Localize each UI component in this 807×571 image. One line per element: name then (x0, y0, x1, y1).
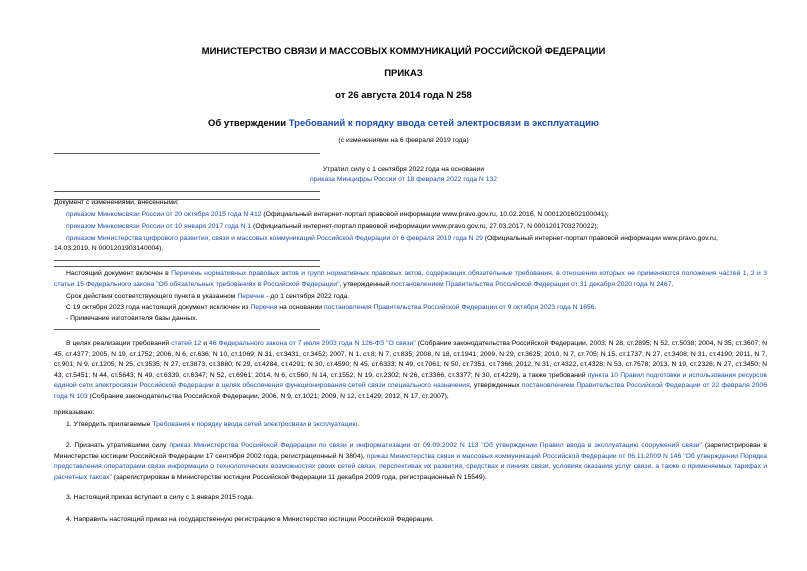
divider (54, 266, 320, 267)
government-decree-link[interactable]: постановлением Правительства Российской Федерации от 31 декабря 2020 года N 2467 (391, 280, 672, 288)
preamble-paragraph: В целях реализации требований статей 12 и 46 Федерального закона от 7 июля 2003 года N 126-ФЗ "О связи" (Собрание законодательства Российской Федерации, 2003, N 28, ст.2895; N 52, ст.5038; 2004, N 35, ст.3607; N 45, ст.4377; 2005, N 19, ст.1752; 2006, N 6, ст.636; N 10, ст.1069; N 31, ст.3431, ст.3452; 2007, N 1, ст.8; N 7, ст.835; 2008, N 18, ст.1941; 2009, N 29, ст.3625; 2010, N 7, ст.705; N 15, ст.1737; N 27, ст.3408; N 31, ст.4190; 2011, N 7, ст.901; N 9, ст.1205; N 25, ст.3535; N 27, ст.3873, ст.3880; N 29, ст.4284, ст.4291; N 30, ст.4590; N 45, ст.6333; N 49, ст.7061; N 50, ст.7351, ст.7366; 2012, N 31, ст.4322, ст.4328; N 53, ст.7578; 2013, N 19, ст.2326; N 27, ст.3450; N 43, ст.5451; N 44, ст.5643; N 49, ст.6339, ст.6347; N 52, ст.6961; 2014, N 6, ст.560; N 14, ст.1552; N 19, ст.2302; N 26, ст.3366, ст.3377; N 30, ст.4229), а также требований пункта 10 Правил подготовки и использования ресурсов единой сети электросвязи Российской Федерации в целях обеспечения функционирования сетей связи специального назначения, утвержденных постановлением Правительства Российской Федерации от 22 февраля 2006 года N 103 (Собрание законодательства Российской Федерации, 2006, N 9, ст.1021; 2009, N 12, ст.1429; 2012, N 17, ст.2007), (54, 340, 768, 400)
doc-type: ПРИКАЗ (384, 68, 423, 79)
void-notice-link[interactable]: приказа Минцифры России от 18 февраля 2022 года N 132 (309, 176, 498, 183)
order-item-1: 1. Утвердить прилагаемые Требования к порядку ввода сетей электросвязи в эксплуатацию. (66, 421, 360, 428)
requirements-link[interactable]: Требования к порядку ввода сетей электросвязи в эксплуатацию (152, 421, 358, 428)
divider (54, 153, 320, 154)
amendment-item: приказом Минкомсвязи России от 10 января 2017 года N 1 (Официальный интернет-портал правовой информации www.pravo.gov.ru, 27.03.2017, N 0001201703270022); (66, 223, 599, 230)
amendment-item: приказом Министерства цифрового развития, связи и массовых коммуникаций Российской Федерации от 6 февраля 2019 года N 29 (Официальный интернет-портал правовой информации www.pravo.gov.ru, (66, 235, 718, 242)
order-item-4: 4. Направить настоящий приказ на государственную регистрацию в Министерство юстиции Российской Федерации. (66, 516, 434, 523)
amendment-link[interactable]: приказом Министерства цифрового развития, связи и массовых коммуникаций Российской Федерации от 6 февраля 2019 года N 29 (66, 235, 483, 242)
inclusion-paragraph: Настоящий документ включен в Перечень нормативных правовых актов и групп нормативных правовых актов, содержащих обязательные требования, в отношении которых не применяются положения частей 1, 2 и 3 статьи 15 Федерального закона "Об обязательных требованиях в Российской Федерации", утвержденный постановлением Правительства Российской Федерации от 31 декабря 2020 года N 2467. (54, 270, 767, 288)
amendment-item: приказом Минкомсвязи России от 20 октября 2015 года N 412 (Официальный интернет-портал правовой информации www.pravo.gov.ru, 10.02.2016, N 0001201602100041); (66, 211, 609, 218)
law-article-link[interactable]: статей 12 (171, 340, 202, 347)
title-prefix: Об утверждении (207, 118, 289, 129)
divider (54, 191, 320, 192)
void-notice-line: Утратил силу с 1 сентября 2022 года на основании (322, 166, 485, 173)
revision-note: (с изменениями на 6 февраля 2019 года) (338, 137, 469, 144)
divider (54, 260, 320, 261)
order-item-2: 2. Признать утратившими силу приказ Министерства Российской Федерации по связи и информатизации от 09.09.2002 N 113 "Об утверждении Правил ввода в эксплуатацию сооружений связи" (зарегистрирован в Министерстве юстиции Российской Федерации 17 сентября 2002 года, регистрационный N 3804), приказ Министерства связи и массовых коммуникаций Российской Федерации от 06.11.2009 N 146 "Об утверждении Порядка представления операторами связи информации о технологических возможностях своих сетей связи, перспективах их развития, средствах и линиях связи, условиях оказания услуг связи, а также о применяемых тарифах и расчетных таксах" (зарегистрирован в Министерстве юстиции Российской Федерации 11 декабря 2009 года, регистрационный N 15549). (54, 442, 767, 481)
law-link[interactable]: 46 Федерального закона от 7 июля 2003 года N 126-ФЗ "О связи" (209, 340, 416, 347)
exclusion-note: С 19 октября 2023 года настоящий документ исключен из Перечня на основании постановления Правительства Российской Федерации от 9 октября 2023 года N 1656. (66, 304, 597, 311)
amendment-link[interactable]: приказом Минкомсвязи России от 10 января 2017 года N 1 (66, 223, 252, 230)
order-item-3: 3. Настоящий приказ вступает в силу с 1 января 2015 года. (66, 494, 254, 501)
ministry-name: МИНИСТЕРСТВО СВЯЗИ И МАССОВЫХ КОММУНИКАЦИЙ РОССИЙСКОЙ ФЕДЕРАЦИИ (201, 46, 606, 57)
list-link[interactable]: Перечне (237, 293, 265, 300)
list-link[interactable]: Перечня (250, 304, 278, 311)
government-decree-link[interactable]: постановления Правительства Российской Федерации от 9 октября 2023 года N 1656 (323, 304, 595, 311)
amendment-continuation: 14.03.2019, N 0001201903140004). (54, 245, 164, 252)
repealed-order-link[interactable]: приказ Министерства Российской Федерации по связи и информатизации от 09.09.2002 N 113 "Об утверждении Правил ввода в эксплуатацию сооружений связи" (169, 442, 702, 449)
inclusion-list-link[interactable]: Перечень нормативных правовых актов и групп нормативных правовых актов, содержащих обязательные требования, в отношении которых не применяются положения частей 1, 2 и 3 статьи 15 Федерального закона "Об обязательных требованиях в Российской Федерации" (54, 270, 767, 288)
amendment-link[interactable]: приказом Минкомсвязи России от 20 октября 2015 года N 412 (66, 211, 262, 218)
order-word: приказываю: (54, 409, 95, 416)
editor-note: - Примечание изготовителя базы данных. (66, 315, 198, 322)
repealed-order-link[interactable]: приказ Министерства связи и массовых коммуникаций Российской Федерации от 06.11.2009 N 146 "Об утверждении Порядка представления операторами связи информации о технологических возможностях своих сетей связи, перспективах их развития, средствах и линиях связи, условиях оказания услуг связи, а также о применяемых тарифах и расчетных таксах" (54, 452, 767, 481)
validity-note: Срок действия соответствующего пункта в указанном Перечне - до 1 сентября 2022 года. (66, 293, 350, 300)
title-link[interactable]: Требований к порядку ввода сетей электросвязи в эксплуатацию (288, 118, 600, 129)
document-title (0, 118, 807, 129)
divider (54, 329, 320, 330)
rules-link[interactable]: пункта 10 Правил подготовки и использования ресурсов единой сети электросвязи Российской Федерации в целях обеспечения функционирования сетей связи специального назначения (54, 371, 768, 390)
government-decree-link[interactable]: постановлением Правительства Российской Федерации от 22 февраля 2006 года N 103 (54, 382, 767, 400)
amendments-heading: Документ с изменениями, внесенными: (54, 199, 179, 206)
doc-date-number: от 26 августа 2014 года N 258 (335, 90, 472, 101)
